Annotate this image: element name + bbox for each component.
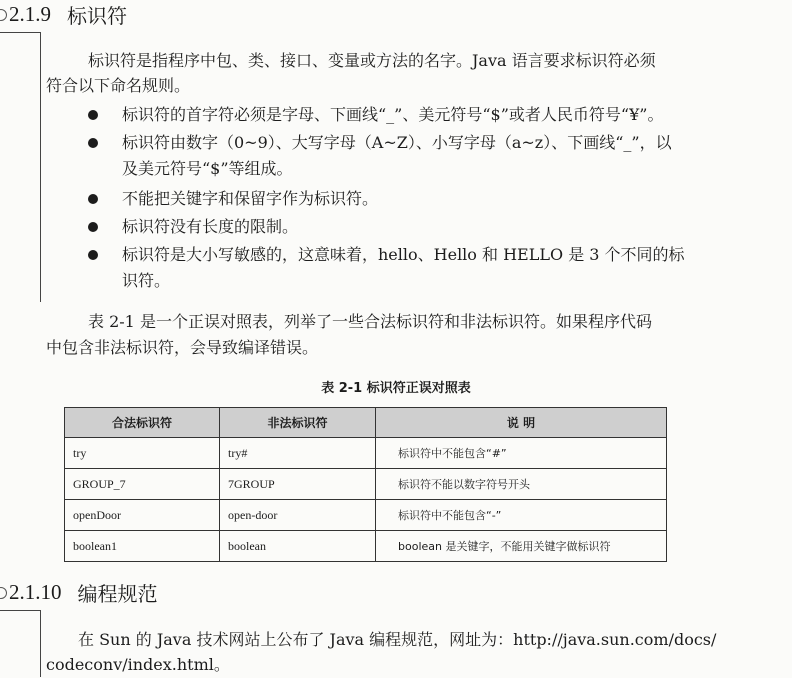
section-marker-icon: [0, 9, 7, 21]
section-title: 标识符: [67, 4, 127, 28]
margin-rule: [40, 610, 41, 677]
intro-line-2: 符合以下命名规则。: [46, 76, 191, 95]
table-caption: 表 2-1 标识符正误对照表: [321, 381, 471, 396]
table-row: [65, 469, 667, 500]
identifier-table: [64, 407, 667, 562]
table-header-row: [65, 408, 667, 438]
header-legal: 合法标识符: [65, 408, 220, 438]
section-number: 2.1.9: [9, 2, 51, 26]
bullet-item-3: 不能把关键字和保留字作为标识符。: [122, 189, 379, 208]
note-cell: 标识符中不能包含“-”: [376, 500, 667, 531]
margin-rule: [40, 32, 41, 302]
intro-line-1: 标识符是指程序中包、类、接口、变量或方法的名字。Java 语言要求标识符必须: [88, 51, 656, 70]
bullet-item-5: 标识符是大小写敏感的，这意味着，hello、Hello 和 HELLO 是 3 个不同的标: [122, 245, 685, 264]
note-cell: 标识符不能以数字符号开头: [376, 469, 667, 500]
section-marker-icon: [0, 587, 7, 599]
illegal-cell: 7GROUP: [220, 469, 376, 500]
coding-standard-line-1: 在 Sun 的 Java 技术网站上公布了 Java 编程规范，网址为：http://java.sun.com/docs/: [78, 630, 717, 649]
legal-cell: openDoor: [65, 500, 220, 531]
legal-cell: try: [65, 438, 220, 469]
header-illegal: 非法标识符: [220, 408, 376, 438]
bullet-dot-icon: [88, 250, 98, 260]
section-heading: [0, 578, 158, 607]
note-cell: 标识符中不能包含“#”: [376, 438, 667, 469]
bullet-item-4: 标识符没有长度的限制。: [122, 217, 299, 236]
header-note: 说 明: [376, 408, 667, 438]
bullet-dot-icon: [88, 110, 98, 120]
section-number: 2.1.10: [9, 580, 62, 604]
table-intro-line-1: 表 2-1 是一个正误对照表，列举了一些合法标识符和非法标识符。如果程序代码: [88, 312, 652, 331]
coding-standard-line-2: codeconv/index.html。: [46, 655, 230, 674]
table-row: [65, 500, 667, 531]
table-intro-line-2: 中包含非法标识符，会导致编译错误。: [46, 338, 319, 357]
bullet-dot-icon: [88, 194, 98, 204]
legal-cell: boolean1: [65, 531, 220, 562]
bullet-dot-icon: [88, 138, 98, 148]
illegal-cell: try#: [220, 438, 376, 469]
illegal-cell: open-door: [220, 500, 376, 531]
table-row: [65, 438, 667, 469]
note-cell: boolean 是关键字，不能用关键字做标识符: [376, 531, 667, 562]
legal-cell: GROUP_7: [65, 469, 220, 500]
bullet-item-1: 标识符的首字符必须是字母、下画线“_”、美元符号“$”或者人民币符号“¥”。: [122, 105, 664, 124]
heading-rule: [0, 610, 40, 611]
bullet-item-2-cont: 及美元符号“$”等组成。: [122, 159, 293, 178]
section-title: 编程规范: [77, 582, 158, 606]
heading-rule: [0, 32, 40, 33]
illegal-cell: boolean: [220, 531, 376, 562]
bullet-item-2: 标识符由数字（0~9）、大写字母（A~Z）、小写字母（a~z）、下画线“_”，以: [122, 133, 672, 152]
section-heading: [0, 0, 127, 29]
table-row: [65, 531, 667, 562]
bullet-item-5-cont: 识符。: [122, 271, 171, 290]
bullet-dot-icon: [88, 222, 98, 232]
